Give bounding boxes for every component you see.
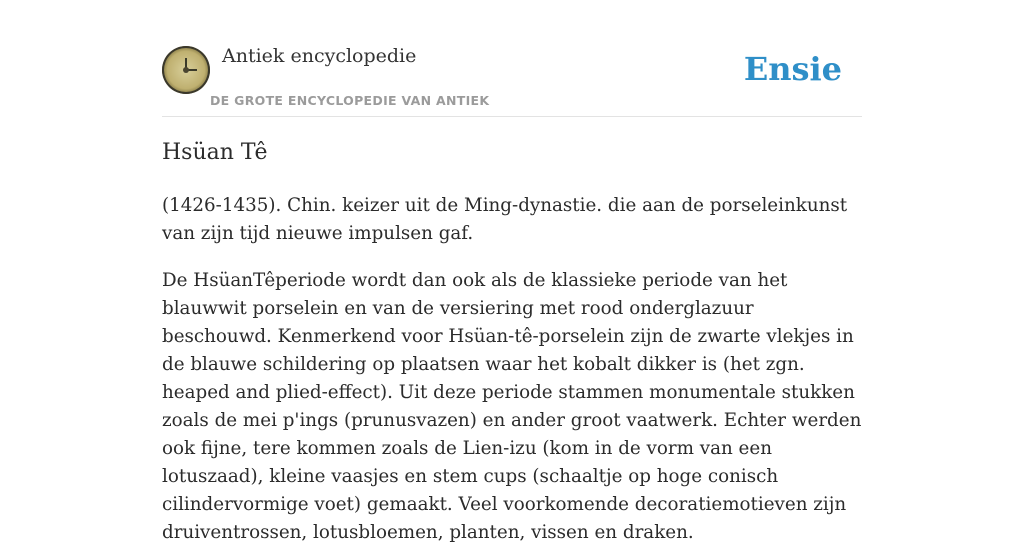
brand-logo[interactable]: Ensie bbox=[743, 50, 842, 88]
antique-clock-icon[interactable] bbox=[162, 46, 210, 94]
article-title: Hsüan Tê bbox=[162, 140, 268, 165]
page-container bbox=[162, 0, 862, 543]
site-title[interactable]: Antiek encyclopedie bbox=[222, 45, 417, 67]
clock-center bbox=[183, 67, 189, 73]
site-header bbox=[162, 0, 862, 117]
article-paragraph: De HsüanTêperiode wordt dan ook als de klassieke periode van het blauwwit porselein en van de versiering met rood onderglazuur beschouwd. Kenmerkend voor Hsüan-tê-porselein zijn de zwarte vlekjes in de blauwe schildering op plaatsen waar het kobalt dikker is (het zgn. heaped and plied-effect). Uit deze periode stammen monumentale stukken zoals de mei p'ings (prunusvazen) en ander groot vaatwerk. Echter werden ook fijne, tere kommen zoals de Lien-izu (kom in de vorm van een lotuszaad), kleine vaasjes en stem cups (schaaltje op hoge conisch cilindervormige voet) gemaakt. Veel voorkomende decoratiemotieven zijn druiventrossen, lotusbloemen, planten, vissen en draken. bbox=[162, 270, 862, 543]
site-subtitle: DE GROTE ENCYCLOPEDIE VAN ANTIEK bbox=[210, 93, 490, 108]
article-paragraph: (1426-1435). Chin. keizer uit de Ming-dynastie. die aan de porseleinkunst van zijn tijd nieuwe impulsen gaf. bbox=[162, 195, 848, 244]
